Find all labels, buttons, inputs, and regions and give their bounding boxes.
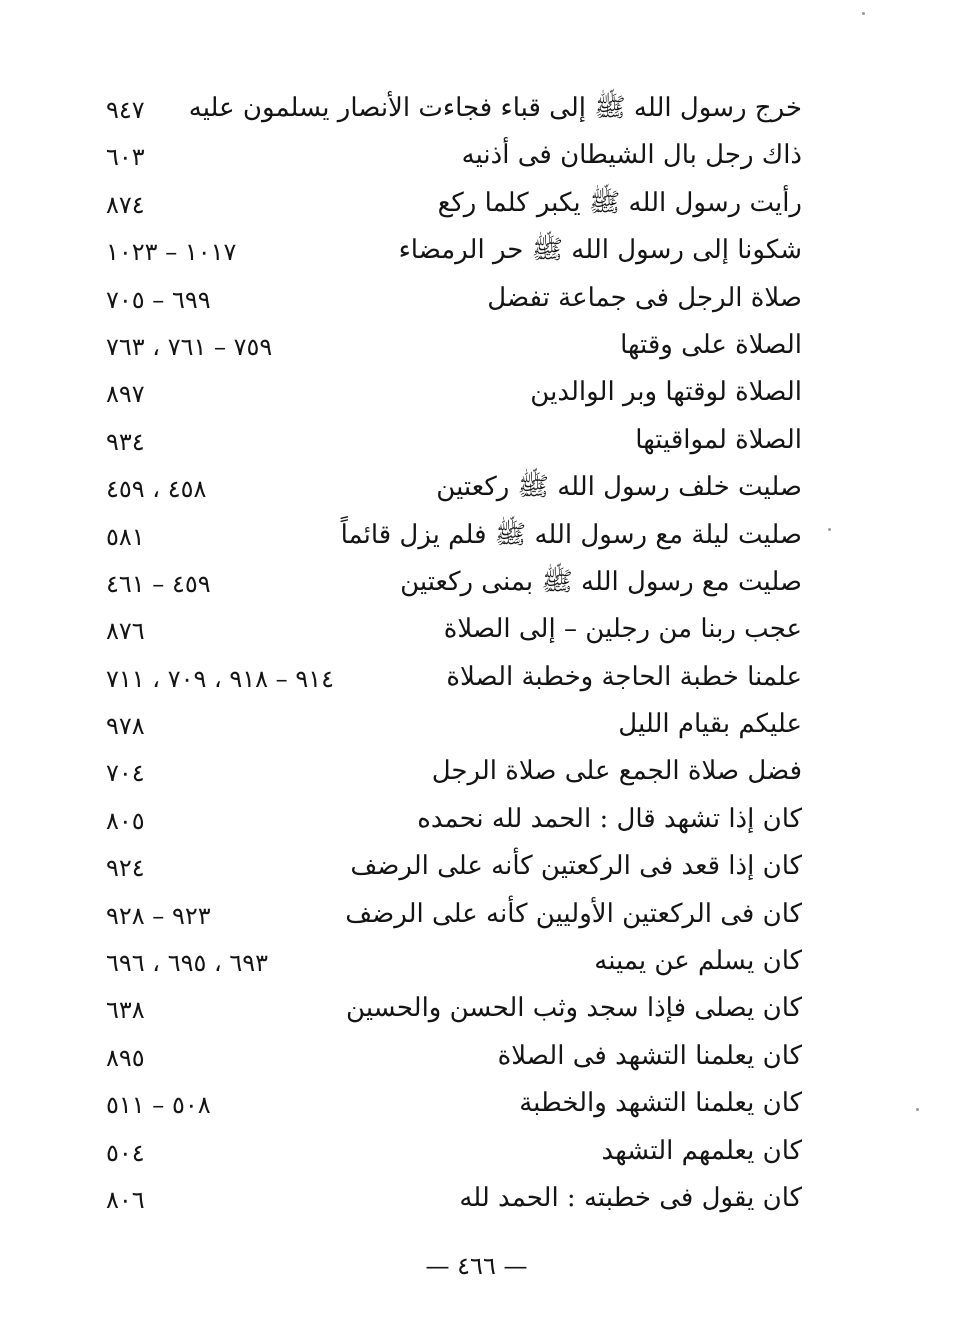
hadith-text: كان إذا قعد فى الركعتين كأنه على الرضف bbox=[350, 851, 802, 882]
index-entry bbox=[100, 844, 802, 891]
hadith-refs: ٩٢٣ – ٩٢٨ bbox=[106, 901, 211, 930]
index-entry bbox=[100, 1129, 802, 1176]
index-entry bbox=[100, 655, 802, 702]
hadith-refs: ٩٧٨ bbox=[106, 712, 145, 741]
hadith-text: كان يقول فى خطبته : الحمد لله bbox=[459, 1182, 802, 1213]
hadith-refs: ٤٥٩ – ٤٦١ bbox=[106, 569, 211, 598]
hadith-refs: ١٠١٧ – ١٠٢٣ bbox=[106, 238, 237, 267]
hadith-text: عجب ربنا من رجلين – إلى الصلاة bbox=[443, 614, 802, 645]
hadith-refs: ٩٣٤ bbox=[106, 427, 145, 456]
hadith-text: كان يعلمنا التشهد والخطبة bbox=[519, 1088, 802, 1119]
hadith-refs: ٨٧٦ bbox=[106, 617, 145, 646]
hadith-refs: ٧٥٩ – ٧٦١ ، ٧٦٣ bbox=[106, 332, 273, 361]
hadith-refs: ٨٧٤ bbox=[106, 190, 145, 219]
hadith-refs: ٨٩٥ bbox=[106, 1043, 145, 1072]
hadith-index-list bbox=[100, 86, 802, 1223]
index-entry bbox=[100, 276, 802, 323]
index-entry bbox=[100, 228, 802, 275]
index-entry bbox=[100, 1081, 802, 1128]
hadith-refs: ٤٥٨ ، ٤٥٩ bbox=[106, 475, 207, 504]
index-entry bbox=[100, 465, 802, 512]
hadith-refs: ٦٠٣ bbox=[106, 143, 145, 172]
scan-speck bbox=[916, 1108, 919, 1111]
index-entry bbox=[100, 797, 802, 844]
hadith-text: كان فى الركعتين الأوليين كأنه على الرضف bbox=[345, 898, 802, 929]
hadith-refs: ٦٣٨ bbox=[106, 996, 145, 1025]
hadith-text: كان يعلمهم التشهد bbox=[601, 1135, 802, 1166]
hadith-text: عليكم بقيام الليل bbox=[618, 709, 802, 740]
index-entry bbox=[100, 418, 802, 465]
hadith-text: كان يعلمنا التشهد فى الصلاة bbox=[497, 1040, 802, 1071]
hadith-text: كان إذا تشهد قال : الحمد لله نحمده bbox=[417, 803, 802, 834]
hadith-refs: ٦٩٩ – ٧٠٥ bbox=[106, 285, 211, 314]
index-entry bbox=[100, 607, 802, 654]
index-entry bbox=[100, 181, 802, 228]
index-entry bbox=[100, 323, 802, 370]
hadith-refs: ٥٨١ bbox=[106, 522, 145, 551]
index-entry bbox=[100, 986, 802, 1033]
hadith-refs: ٥٠٤ bbox=[106, 1138, 145, 1167]
hadith-text: كان يصلى فإذا سجد وثب الحسن والحسين bbox=[346, 993, 802, 1024]
index-entry bbox=[100, 939, 802, 986]
index-entry bbox=[100, 749, 802, 796]
hadith-refs: ٧٠٤ bbox=[106, 759, 145, 788]
hadith-refs: ٩١٤ – ٩١٨ ، ٧٠٩ ، ٧١١ bbox=[106, 664, 334, 693]
index-entry bbox=[100, 702, 802, 749]
index-entry bbox=[100, 86, 802, 133]
index-entry bbox=[100, 560, 802, 607]
hadith-refs: ٦٩٣ ، ٦٩٥ ، ٦٩٦ bbox=[106, 949, 269, 978]
hadith-refs: ٨٠٥ bbox=[106, 806, 145, 835]
hadith-text: رأيت رسول الله ﷺ يكبر كلما ركع bbox=[437, 187, 802, 218]
hadith-text: الصلاة على وقتها bbox=[620, 329, 802, 360]
hadith-refs: ٥٠٨ – ٥١١ bbox=[106, 1091, 211, 1120]
hadith-text: فضل صلاة الجمع على صلاة الرجل bbox=[431, 756, 802, 787]
hadith-text: شكونا إلى رسول الله ﷺ حر الرمضاء bbox=[398, 235, 802, 266]
hadith-text: علمنا خطبة الحاجة وخطبة الصلاة bbox=[446, 661, 802, 692]
hadith-text: صلاة الرجل فى جماعة تفضل bbox=[487, 282, 802, 313]
hadith-text: صليت خلف رسول الله ﷺ ركعتين bbox=[436, 472, 802, 503]
hadith-text: الصلاة لمواقيتها bbox=[635, 424, 802, 455]
hadith-refs: ٨٠٦ bbox=[106, 1185, 145, 1214]
scan-speck bbox=[828, 528, 831, 531]
hadith-refs: ٨٩٧ bbox=[106, 380, 145, 409]
index-entry bbox=[100, 133, 802, 180]
hadith-refs: ٩٢٤ bbox=[106, 854, 145, 883]
index-entry bbox=[100, 513, 802, 560]
hadith-text: الصلاة لوقتها وبر الوالدين bbox=[530, 377, 802, 408]
page-number: — ٤٦٦ — bbox=[425, 1252, 528, 1280]
index-entry bbox=[100, 1176, 802, 1223]
hadith-text: صليت ليلة مع رسول الله ﷺ فلم يزل قائماً bbox=[340, 519, 802, 550]
index-entry bbox=[100, 892, 802, 939]
index-entry bbox=[100, 1034, 802, 1081]
hadith-text: ذاك رجل بال الشيطان فى أذنيه bbox=[461, 140, 802, 171]
scan-speck bbox=[862, 12, 865, 15]
hadith-text: كان يسلم عن يمينه bbox=[594, 946, 802, 977]
hadith-text: خرج رسول الله ﷺ إلى قباء فجاءت الأنصار يسلمون عليه bbox=[188, 93, 802, 123]
index-entry bbox=[100, 370, 802, 417]
hadith-text: صليت مع رسول الله ﷺ بمنى ركعتين bbox=[400, 566, 802, 597]
hadith-refs: ٩٤٧ bbox=[106, 96, 145, 124]
